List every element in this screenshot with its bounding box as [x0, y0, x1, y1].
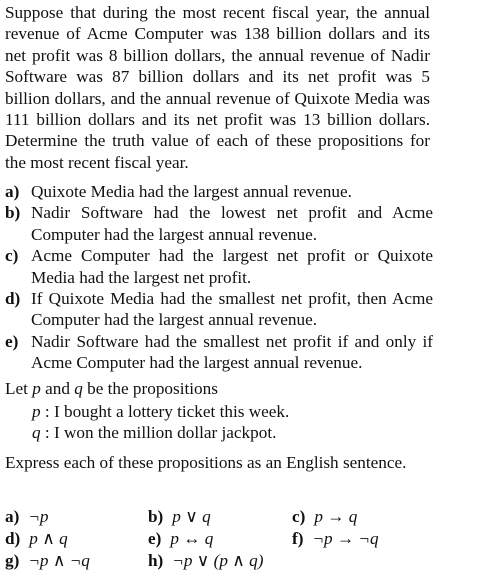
formula-expr: ¬p ∧ ¬q [28, 551, 90, 570]
formula-label: c) [292, 507, 306, 526]
item-text: Quixote Media had the largest annual revenue. [31, 182, 352, 201]
question-item [5, 288, 433, 331]
item-text: Acme Computer had the largest net profit or Quixote Media had the largest net profit. [31, 246, 433, 287]
formula-grid [5, 506, 455, 572]
formula-item [292, 506, 357, 527]
formula-label: g) [5, 551, 20, 570]
let-statement [5, 378, 433, 399]
formula-label: d) [5, 529, 21, 548]
formula-item [5, 550, 90, 571]
variable-q: q [74, 379, 83, 398]
question-item [5, 331, 433, 374]
formula-expr: p ∧ q [29, 529, 68, 548]
item-text: Nadir Software had the lowest net profit and Acme Computer had the largest annual revenue. [31, 203, 433, 244]
variable-p: p [32, 379, 41, 398]
item-label: e) [5, 331, 19, 351]
formula-expr: ¬p [28, 507, 49, 526]
question-item [5, 181, 433, 202]
formula-item [148, 550, 263, 571]
prop-variable: p [32, 402, 41, 421]
intro-paragraph: Suppose that during the most recent fiscal year, the annual revenue of Acme Computer was 138 billion dollars and its net profit was 8 billion dollars, the annual revenue of Nadir Software was 87 billion dollars and its net profit was 5 billion dollars, and the annual revenue of Quixote Media was 111 billion dollars and its net profit was 13 billion dollars. Determine the truth value of each of these propositions for the most recent fiscal year. [5, 3, 430, 172]
prop-variable: q [32, 423, 41, 442]
formula-label: f) [292, 529, 304, 548]
formula-item [5, 506, 49, 527]
formula-expr: ¬p → ¬q [312, 529, 379, 548]
formula-item [148, 506, 211, 527]
formula-expr: p → q [314, 507, 358, 526]
formula-item [292, 528, 379, 549]
prop-text: : I bought a lottery ticket this week. [40, 402, 290, 421]
prop-text: : I won the million dollar jackpot. [40, 423, 277, 442]
item-label: b) [5, 203, 21, 223]
formula-expr: ¬p ∨ (p ∧ q) [172, 551, 264, 570]
item-text: Nadir Software had the smallest net profit if and only if Acme Computer had the largest annual revenue. [31, 331, 433, 373]
let-prefix: Let [5, 379, 33, 398]
formula-row [5, 550, 455, 572]
proposition-p [32, 401, 289, 422]
formula-label: b) [148, 507, 164, 526]
question-item [5, 245, 433, 288]
formula-label: h) [148, 551, 164, 570]
formula-row [5, 506, 455, 528]
proposition-list [5, 181, 433, 374]
formula-label: a) [5, 507, 20, 526]
formula-expr: p ↔ q [170, 529, 214, 548]
let-and: and [40, 379, 75, 398]
formula-expr: p ∨ q [172, 507, 211, 526]
express-instruction: Express each of these propositions as an English sentence. [5, 453, 407, 472]
item-label: a) [5, 182, 20, 201]
let-suffix: be the propositions [82, 379, 218, 398]
proposition-q [32, 422, 276, 443]
formula-row [5, 528, 455, 550]
formula-item [5, 528, 68, 549]
formula-item [148, 528, 213, 549]
item-label: c) [5, 246, 19, 266]
item-label: d) [5, 289, 21, 309]
item-text: If Quixote Media had the smallest net profit, then Acme Computer had the largest annual revenue. [31, 289, 433, 330]
question-item [5, 202, 433, 245]
formula-label: e) [148, 529, 162, 548]
